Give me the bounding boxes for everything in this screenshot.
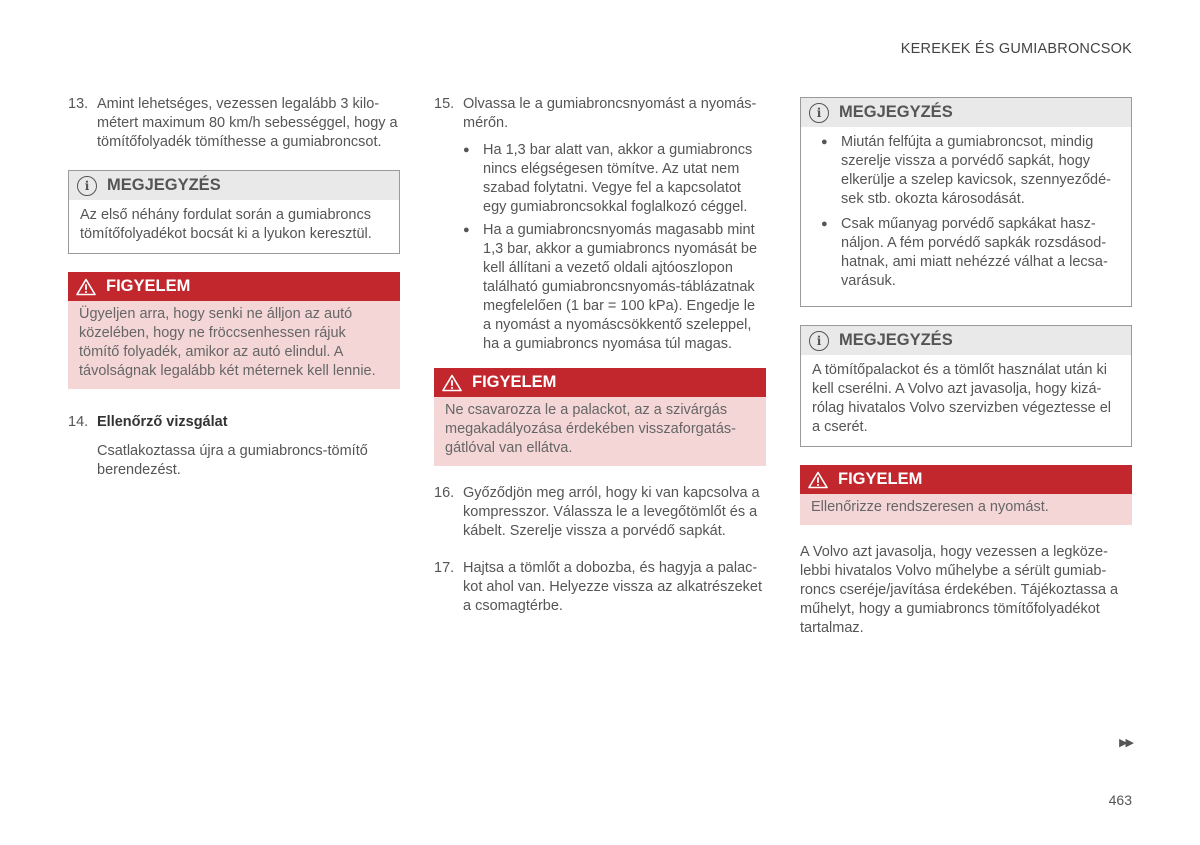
body-paragraph: A Volvo azt javasolja, hogy vezessen a legközelebbi hivatalos Volvo műhelybe a sérült gumiabroncs cseréje/javítása érdekében. Tájékoztassa a műhelyt, hogy a gumiabroncs tömítőfolyadékot tartalmaz. [800, 544, 1119, 636]
warning-title: FIGYELEM [106, 277, 191, 295]
step-13 [68, 95, 400, 152]
warning-triangle-icon [442, 374, 462, 392]
warning-box [434, 368, 766, 466]
step-14-text: Csatlakoztassa újra a gumiabroncs-tömítő berendezést. [97, 443, 368, 478]
step-15-bullets [434, 141, 766, 354]
column-3 [800, 97, 1132, 638]
step-15 [434, 95, 766, 133]
step-number: 16. [434, 485, 455, 501]
column-2 [434, 95, 766, 634]
step-number: 13. [68, 96, 89, 112]
section-header: KEREKEK ÉS GUMIABRONCSOK [900, 41, 1132, 57]
list-item: ● Miután felfújta a gumiabroncsot, mindig szerelje vissza a porvédő sapkát, hogy elkerülje a szelep kavicsok, szennyeződések stb. okozta károsodását. [812, 133, 1121, 209]
step-number: 15. [434, 96, 455, 112]
column-1 [68, 95, 400, 480]
step-text: Amint lehetséges, vezessen legalább 3 kilométert maximum 80 km/h sebességgel, hogy a tömítőfolyadék tömíthesse a gumiabroncsot. [97, 96, 398, 150]
note-box [68, 170, 400, 254]
note-box [800, 325, 1132, 447]
note-header [69, 171, 399, 200]
note-body: A tömítőpalackot és a tömlőt használat után ki kell cserélni. A Volvo azt javasolja, hogy kizárólag hivatalos Volvo szervizben végeztesse el a cserét. [812, 362, 1112, 435]
step-16 [434, 484, 766, 541]
warning-header [800, 465, 1132, 494]
step-text: Hajtsa a tömlőt a dobozba, és hagyja a palackot ahol van. Helyezze vissza az alkatrészeket a csomagtérbe. [463, 560, 762, 614]
warning-triangle-icon [76, 278, 96, 296]
info-icon: i [809, 331, 829, 351]
warning-header [68, 272, 400, 301]
note-body [801, 127, 1131, 306]
list-item: ● Csak műanyag porvédő sapkákat használjon. A fém porvédő sapkák rozsdásodhatnak, ami miatt nehézzé válhat a lecsavarásuk. [812, 215, 1121, 291]
list-item: ● Ha a gumiabroncsnyomás magasabb mint 1,3 bar, akkor a gumiabroncs nyomását be kell állítani a vezető oldali ajtóoszlopon található gumiabroncsnyomás-táblázatnak megfelelően (1 bar = 100 kPa). Engedje le a nyomást a nyomáscsökkentő szeleppel, ha a gumiabroncs nyomása túl magas. [463, 221, 766, 354]
page-number: 463 [1108, 792, 1132, 808]
note-header [801, 98, 1131, 127]
warning-body: Ne csavarozza le a palackot, az a szivárgás megakadályozása érdekében visszaforgatásgátlóval van ellátva. [445, 402, 736, 456]
continue-arrows-icon: ▶▶ [1119, 737, 1132, 749]
step-17 [434, 559, 766, 616]
warning-body: Ügyeljen arra, hogy senki ne álljon az autó közelében, hogy ne fröccsenhessen rájuk tömítő folyadék, amikor az autó elindul. A távolságnak legalább két méternek kell lennie. [79, 306, 376, 379]
warning-header [434, 368, 766, 397]
note-box [800, 97, 1132, 307]
warning-title: FIGYELEM [472, 373, 557, 391]
step-number: 14. [68, 414, 89, 430]
note-title: MEGJEGYZÉS [107, 176, 221, 194]
step-text: Olvassa le a gumiabroncsnyomást a nyomásmérőn. [463, 96, 757, 131]
step-14 [68, 413, 400, 432]
step-number: 17. [434, 560, 455, 576]
warning-triangle-icon [808, 471, 828, 489]
note-body: Az első néhány fordulat során a gumiabroncs tömítőfolyadékot bocsát ki a lyukon keresztül. [80, 207, 372, 242]
warning-box [68, 272, 400, 389]
info-icon: i [77, 176, 97, 196]
info-icon: i [809, 103, 829, 123]
step-text: Győződjön meg arról, hogy ki van kapcsolva a kompresszor. Válassza le a levegőtömlőt és a kábelt. Szerelje vissza a porvédő sapkát. [463, 485, 760, 539]
warning-box [800, 465, 1132, 525]
warning-body: Ellenőrizze rendszeresen a nyomást. [811, 499, 1049, 515]
note-title: MEGJEGYZÉS [839, 331, 953, 349]
note-header [801, 326, 1131, 355]
step-title: Ellenőrző vizsgálat [97, 414, 228, 430]
warning-title: FIGYELEM [838, 470, 923, 488]
list-item: ● Ha 1,3 bar alatt van, akkor a gumiabroncs nincs elégségesen tömítve. Az utat nem szabad folytatni. Vegye fel a kapcsolatot egy gumiabroncsokkal foglalkozó céggel. [463, 141, 766, 217]
note-title: MEGJEGYZÉS [839, 103, 953, 121]
